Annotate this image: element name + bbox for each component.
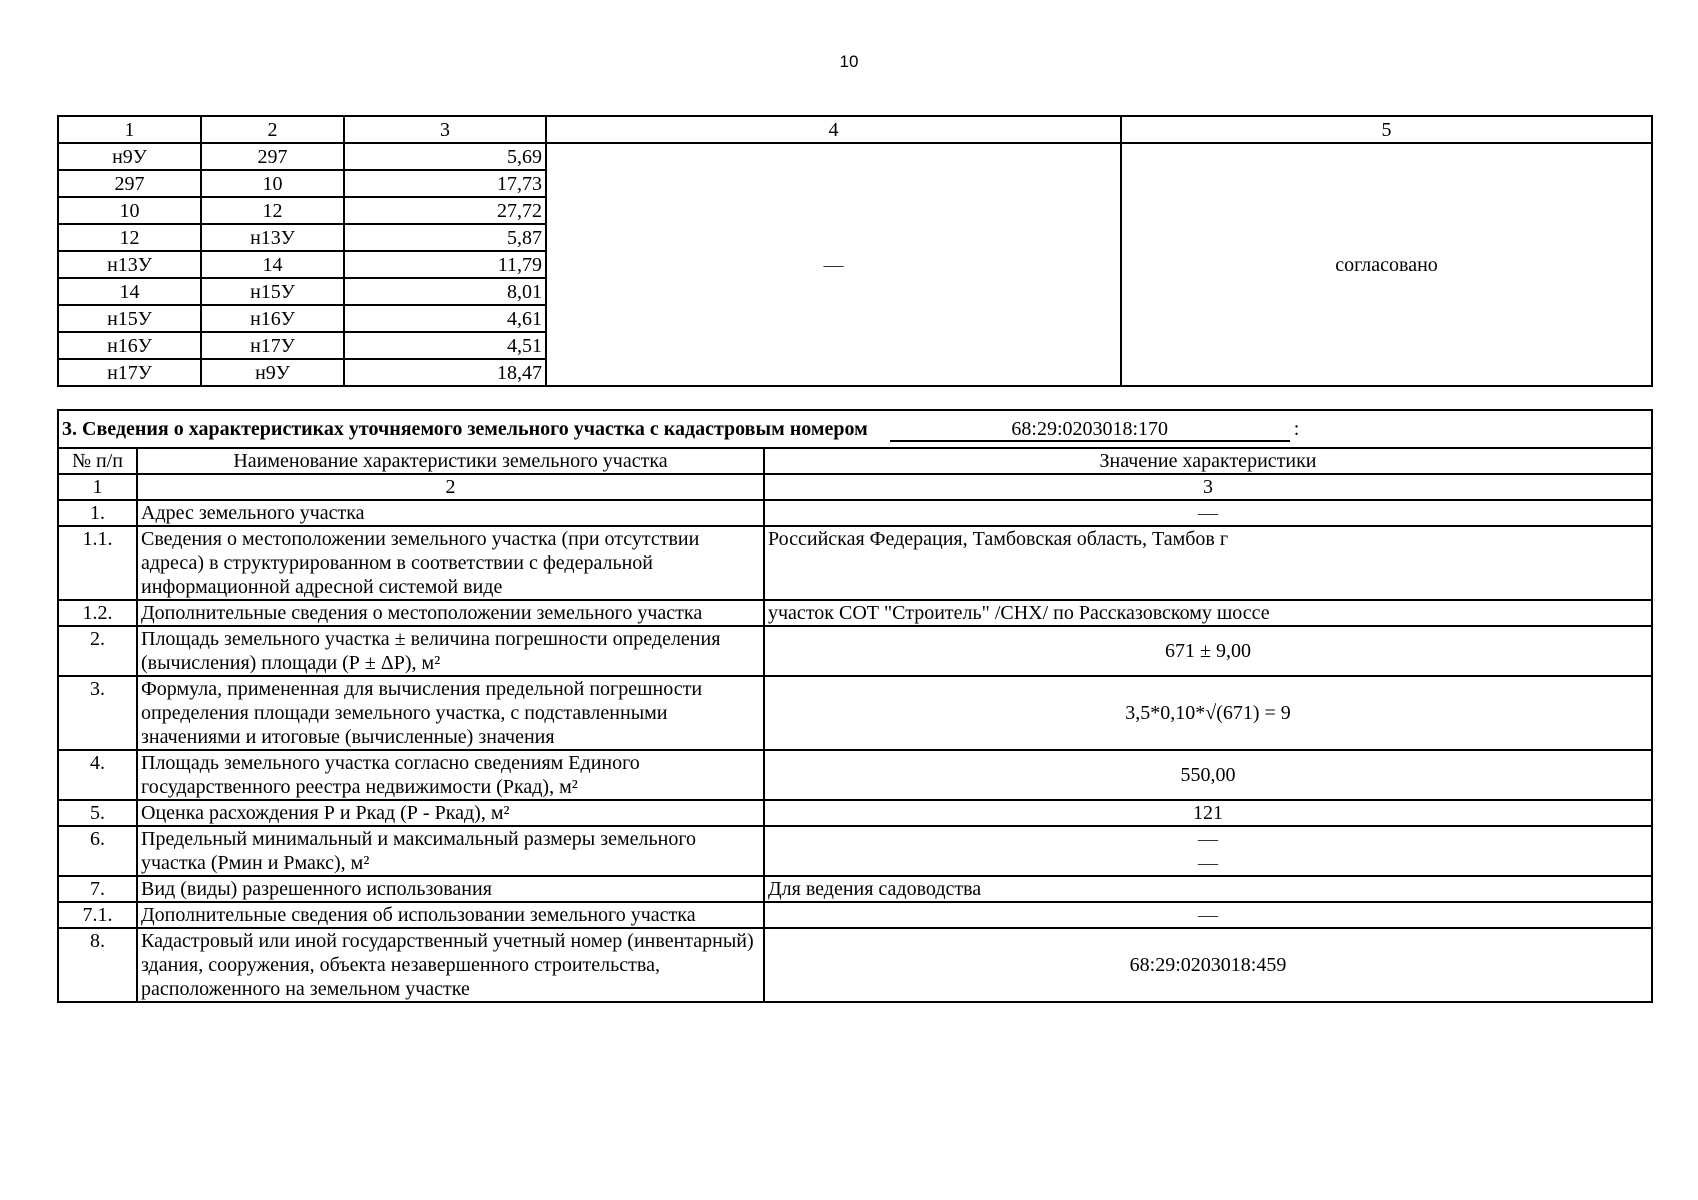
numbering-3: 3 bbox=[764, 474, 1652, 500]
col-header-3: 3 bbox=[344, 116, 546, 143]
col4-merged-value: — bbox=[546, 143, 1121, 386]
segment-length: 5,87 bbox=[344, 224, 546, 251]
row-number: 8. bbox=[58, 928, 137, 1002]
section-title: 3. Сведения о характеристиках уточняемого земельного участка с кадастровым номером bbox=[62, 417, 868, 440]
table-row bbox=[58, 500, 1652, 526]
col-header-4: 4 bbox=[546, 116, 1121, 143]
table-row bbox=[58, 143, 1652, 170]
title-colon: : bbox=[1293, 417, 1300, 440]
col-header-2: 2 bbox=[201, 116, 344, 143]
characteristic-name: Дополнительные сведения о местоположении земельного участка bbox=[137, 600, 764, 626]
characteristic-name: Кадастровый или иной государственный учетный номер (инвентарный) здания, сооружения, объекта незавершенного строительства, расположенного на земельном участке bbox=[137, 928, 764, 1002]
point-from: н13У bbox=[58, 251, 201, 278]
point-from: н16У bbox=[58, 332, 201, 359]
characteristic-value: — bbox=[764, 500, 1652, 526]
segment-length: 5,69 bbox=[344, 143, 546, 170]
characteristic-value: Для ведения садоводства bbox=[764, 876, 1652, 902]
point-from: 297 bbox=[58, 170, 201, 197]
column-numbering-row bbox=[58, 474, 1652, 500]
point-to: н15У bbox=[201, 278, 344, 305]
characteristic-value: Российская Федерация, Тамбовская область, Тамбов г bbox=[764, 526, 1652, 600]
point-to: н13У bbox=[201, 224, 344, 251]
col-header-5: 5 bbox=[1121, 116, 1652, 143]
segment-length: 17,73 bbox=[344, 170, 546, 197]
section-title-row bbox=[58, 410, 1652, 448]
row-number: 2. bbox=[58, 626, 137, 676]
characteristic-value: участок СОТ "Строитель" /СНХ/ по Рассказовскому шоссе bbox=[764, 600, 1652, 626]
characteristic-name: Дополнительные сведения об использовании земельного участка bbox=[137, 902, 764, 928]
row-number: 7. bbox=[58, 876, 137, 902]
characteristics-header bbox=[58, 448, 1652, 474]
characteristic-name: Площадь земельного участка ± величина погрешности определения (вычисления) площади (Р ± ΔР), м² bbox=[137, 626, 764, 676]
point-to: 297 bbox=[201, 143, 344, 170]
row-number: 1.2. bbox=[58, 600, 137, 626]
characteristic-name: Вид (виды) разрешенного использования bbox=[137, 876, 764, 902]
characteristic-name: Формула, примененная для вычисления предельной погрешности определения площади земельного участка, с подставленными значениями и итоговые (вычисленные) значения bbox=[137, 676, 764, 750]
characteristic-value: 121 bbox=[764, 800, 1652, 826]
page-number: 10 bbox=[839, 52, 859, 71]
row-number: 1. bbox=[58, 500, 137, 526]
segment-length: 4,51 bbox=[344, 332, 546, 359]
value-min: — bbox=[1198, 828, 1218, 850]
table-row bbox=[58, 676, 1652, 750]
table-row bbox=[58, 902, 1652, 928]
characteristics-table bbox=[57, 409, 1653, 1003]
col5-merged-value: согласовано bbox=[1121, 143, 1652, 386]
characteristic-value: — bbox=[764, 902, 1652, 928]
table-row bbox=[58, 826, 1652, 876]
point-from: 14 bbox=[58, 278, 201, 305]
point-from: н17У bbox=[58, 359, 201, 386]
characteristic-name: Адрес земельного участка bbox=[137, 500, 764, 526]
cadastral-number: 68:29:0203018:170 bbox=[890, 418, 1290, 442]
point-to: 12 bbox=[201, 197, 344, 224]
point-from: н9У bbox=[58, 143, 201, 170]
row-number: 3. bbox=[58, 676, 137, 750]
header-num: № п/п bbox=[58, 448, 137, 474]
characteristic-name: Предельный минимальный и максимальный размеры земельного участка (Рмин и Рмакс), м² bbox=[137, 826, 764, 876]
boundary-table bbox=[57, 115, 1653, 387]
row-number: 5. bbox=[58, 800, 137, 826]
numbering-1: 1 bbox=[58, 474, 137, 500]
characteristic-value: 550,00 bbox=[764, 750, 1652, 800]
table-row bbox=[58, 626, 1652, 676]
characteristic-name: Площадь земельного участка согласно сведениям Единого государственного реестра недвижимости (Ркад), м² bbox=[137, 750, 764, 800]
header-value: Значение характеристики bbox=[764, 448, 1652, 474]
numbering-2: 2 bbox=[137, 474, 764, 500]
table-row bbox=[58, 876, 1652, 902]
characteristic-value: 3,5*0,10*√(671) = 9 bbox=[764, 676, 1652, 750]
row-number: 7.1. bbox=[58, 902, 137, 928]
characteristic-name: Оценка расхождения Р и Ркад (Р - Ркад), м² bbox=[137, 800, 764, 826]
point-to: н17У bbox=[201, 332, 344, 359]
segment-length: 27,72 bbox=[344, 197, 546, 224]
point-to: н9У bbox=[201, 359, 344, 386]
table-row bbox=[58, 600, 1652, 626]
point-from: 12 bbox=[58, 224, 201, 251]
point-from: 10 bbox=[58, 197, 201, 224]
table-row bbox=[58, 750, 1652, 800]
point-to: 10 bbox=[201, 170, 344, 197]
segment-length: 4,61 bbox=[344, 305, 546, 332]
point-from: н15У bbox=[58, 305, 201, 332]
characteristic-value: 68:29:0203018:459 bbox=[764, 928, 1652, 1002]
table-row bbox=[58, 800, 1652, 826]
col-header-1: 1 bbox=[58, 116, 201, 143]
row-number: 6. bbox=[58, 826, 137, 876]
value-max: — bbox=[1198, 852, 1218, 874]
segment-length: 18,47 bbox=[344, 359, 546, 386]
row-number: 1.1. bbox=[58, 526, 137, 600]
table-row bbox=[58, 526, 1652, 600]
characteristic-value: 671 ± 9,00 bbox=[764, 626, 1652, 676]
characteristic-value-min-max bbox=[764, 826, 1652, 876]
segment-length: 8,01 bbox=[344, 278, 546, 305]
row-number: 4. bbox=[58, 750, 137, 800]
section-title-cell bbox=[58, 410, 1652, 448]
header-name: Наименование характеристики земельного участка bbox=[137, 448, 764, 474]
segment-length: 11,79 bbox=[344, 251, 546, 278]
table-row bbox=[58, 928, 1652, 1002]
point-to: 14 bbox=[201, 251, 344, 278]
boundary-table-header bbox=[58, 116, 1652, 143]
characteristic-name: Сведения о местоположении земельного участка (при отсутствии адреса) в структурированном в соответствии с федеральной информационной адресной системой виде bbox=[137, 526, 764, 600]
point-to: н16У bbox=[201, 305, 344, 332]
